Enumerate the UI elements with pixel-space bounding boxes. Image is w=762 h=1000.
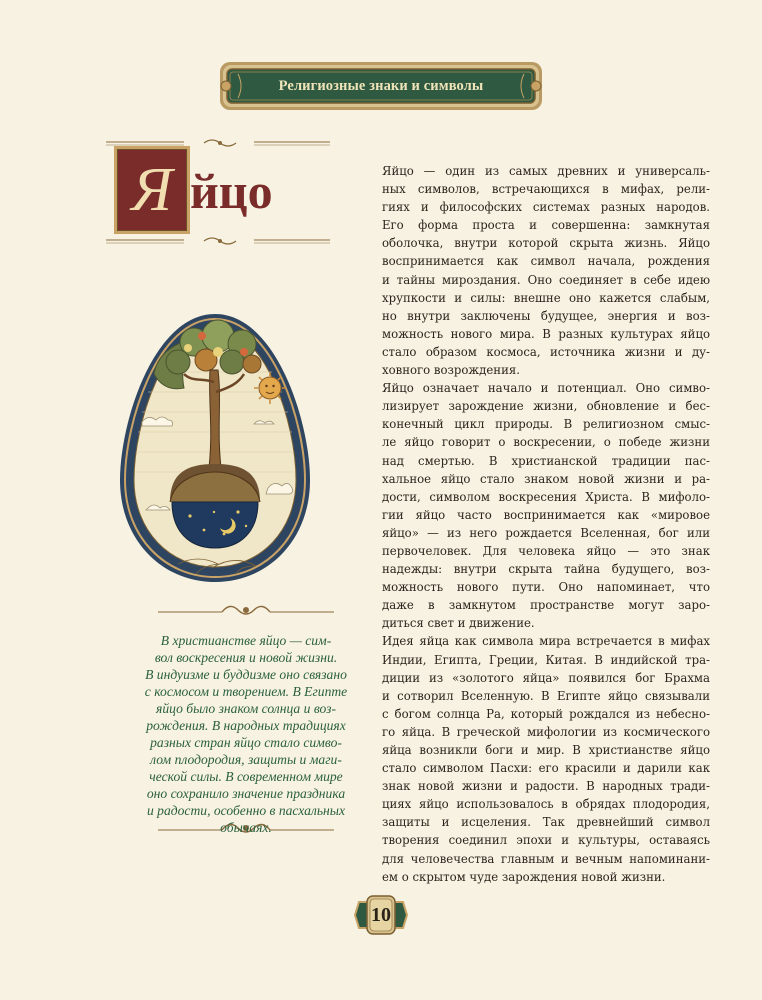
text-line: для человечества главным и вечным напоминани- <box>382 851 710 866</box>
text-line: ле яйцо говорит о воскресении, о победе жизни <box>382 435 710 450</box>
caption-line: оно сохранило значение праздника <box>146 786 346 801</box>
text-line: оболочка, внутри которой скрыта жизнь. Яйцо <box>382 236 710 251</box>
text-line: хальное яйцо стало знаком новой жизни и ра- <box>382 471 710 486</box>
caption-line: ческой силы. В современном мире <box>149 769 343 784</box>
caption-line: вол воскресения и новой жизни. <box>154 650 338 665</box>
text-line: над смертью. В христианской традиции пас- <box>382 453 710 468</box>
section-header-banner <box>218 60 544 112</box>
text-line: Его форма проста и совершенна: замкнутая <box>382 218 710 233</box>
text-line: дости, символом воскресения Христа. В мифоло- <box>382 489 710 504</box>
text-line: и сотворил Вселенную. В Египте яйцо связывали <box>382 688 710 703</box>
text-line: Яйцо — один из самых древних и универсаль- <box>382 164 710 178</box>
text-line: Идея яйца как символа мира встречается в мифах <box>382 634 710 649</box>
text-line: гии яйцо часто воспринимается как «мировое <box>382 507 710 522</box>
text-line: циях яйцо использовалось в обрядах плодородия, <box>382 797 710 812</box>
text-line: можность нового пути. Оно напоминает, что <box>382 580 710 595</box>
text-line: конечный цикл природы. В религиозном смыс- <box>382 417 710 432</box>
title-text: йцо <box>190 163 273 219</box>
text-line: ховного возрождения. <box>382 363 520 378</box>
text-line: творения соединил эпохи и культуры, оставаясь <box>382 833 710 848</box>
text-line: лизирует зарождение жизни, обновление и бес- <box>382 399 710 414</box>
text-line: первочеловек. Для человека яйцо — это знак <box>382 543 710 558</box>
text-line: можность нового мира. В разных культурах яйцо <box>382 326 710 341</box>
page-number-badge <box>353 892 409 938</box>
caption-line: лом плодородия, защиты и маги- <box>150 752 342 767</box>
caption-line: В индуизме и буддизме оно связано <box>145 667 347 682</box>
egg-tree-illustration <box>118 312 312 588</box>
text-line: защиты и исцеления. Так древнейший символ <box>382 815 710 830</box>
caption-text <box>118 632 374 836</box>
caption-line: обычаях. <box>220 820 272 835</box>
text-line: стало образом космоса, источника жизни и ду- <box>382 344 710 359</box>
caption-line: яйцо было знаком солнца и воз- <box>156 701 336 716</box>
text-line: ем о скрытом чуде зарождения новой жизни. <box>382 869 666 884</box>
text-line: яйца возникли боги и мир. В христианстве яйцо <box>382 743 710 757</box>
section-title: Религиозные знаки и символы <box>278 77 484 94</box>
caption-sidebar <box>118 598 374 846</box>
title-drop-cap: Я <box>114 146 190 234</box>
text-line: яйцо» — из него рождается Вселенная, бог или <box>382 525 710 540</box>
text-line: ных символов, встречающихся в мифах, рели- <box>382 182 710 197</box>
caption-line: и радости, особенно в пасхальных <box>146 803 346 818</box>
text-line: но внутри заключены будущее, энергия и воз- <box>382 308 710 323</box>
article-title <box>104 138 334 252</box>
text-line: и тайны мироздания. Оно соединяет в себе идею <box>382 272 710 287</box>
caption-line: с космосом и творением. В Египте <box>144 684 348 699</box>
cosmic-egg-image <box>118 312 312 584</box>
text-line: Яйцо означает начало и потенциал. Оно симво- <box>382 381 710 396</box>
text-line: воспринимается как символ начала, рождения <box>382 254 710 269</box>
text-line: знак новой жизни и радости. В народных тради- <box>382 779 710 794</box>
text-line: даже в замкнутом пространстве могут заро- <box>382 598 710 613</box>
text-line: стало символом Пасхи: его красили и дарили как <box>382 761 710 776</box>
text-line: Индии, Египта, Греции, Китая. В индийской тра- <box>382 652 710 667</box>
text-line: диться свет и движение. <box>382 616 535 631</box>
caption-line: разных стран яйцо стало симво- <box>150 735 342 750</box>
text-line: хрупкости и силы: внешне оно кажется слабым, <box>382 290 710 305</box>
caption-line: В христианстве яйцо — сим- <box>160 633 332 648</box>
text-line: гиях и философских системах разных народов. <box>382 200 710 215</box>
caption-line: рождения. В народных традициях <box>146 718 346 733</box>
text-line: надежды: внутри скрыта тайна будущего, воз- <box>382 562 710 577</box>
main-body-text <box>382 162 710 886</box>
text-line: диции из «золотого яйца» появился бог Брахма <box>382 670 710 685</box>
text-line: го яйца. В греческой мифологии из космического <box>382 724 710 739</box>
page-number: 10 <box>371 903 391 926</box>
text-line: с богом солнца Ра, который рождался из небесно- <box>382 706 710 721</box>
